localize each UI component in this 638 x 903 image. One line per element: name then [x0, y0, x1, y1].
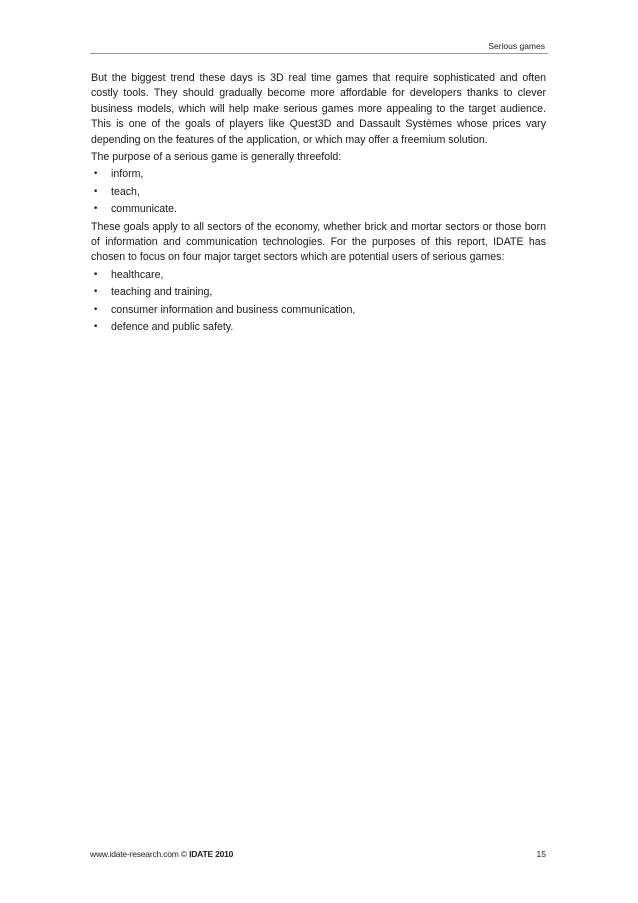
footer-credit	[90, 849, 233, 859]
purpose-list	[91, 167, 546, 217]
footer-url: www.idate-research.com ©	[90, 849, 187, 859]
bullet-icon: •	[93, 269, 99, 280]
footer-brand: IDATE 2010	[189, 849, 234, 859]
bullet-icon: •	[93, 304, 99, 315]
paragraph-trend: But the biggest trend these days is 3D real time games that require sophisticated and often costly tools. They should gradually become more affordable for developers thanks to clever business models, which will help make serious games more appealing to the target audience. This is one of the goals of players like Quest3D and Dassault Systèmes whose prices vary depending on the features of the application, or which may offer a freemium solution.	[91, 72, 546, 146]
list-item: • healthcare,	[91, 268, 546, 283]
page-number: 15	[536, 849, 546, 859]
sectors-list	[91, 268, 546, 336]
paragraph-purpose: The purpose of a serious game is generally threefold:	[91, 151, 342, 164]
header-divider	[90, 53, 548, 54]
paragraph-sectors: These goals apply to all sectors of the economy, whether brick and mortar sectors or those born of information and communication technologies. For the purposes of this report, IDATE has chosen to focus on four major target sectors which are potential users of serious games:	[91, 220, 546, 264]
list-item: • communicate.	[91, 202, 546, 217]
list-item: • teach,	[91, 185, 546, 200]
running-header-title: Serious games	[488, 41, 545, 51]
list-item: • consumer information and business communication,	[91, 303, 546, 318]
bullet-icon: •	[93, 169, 99, 180]
bullet-icon: •	[93, 287, 99, 298]
list-item: • inform,	[91, 167, 546, 182]
list-item: • defence and public safety.	[91, 320, 546, 335]
bullet-icon: •	[93, 204, 99, 215]
bullet-icon: •	[93, 322, 99, 333]
page-body	[91, 71, 546, 338]
bullet-icon: •	[93, 186, 99, 197]
list-item: • teaching and training,	[91, 285, 546, 300]
